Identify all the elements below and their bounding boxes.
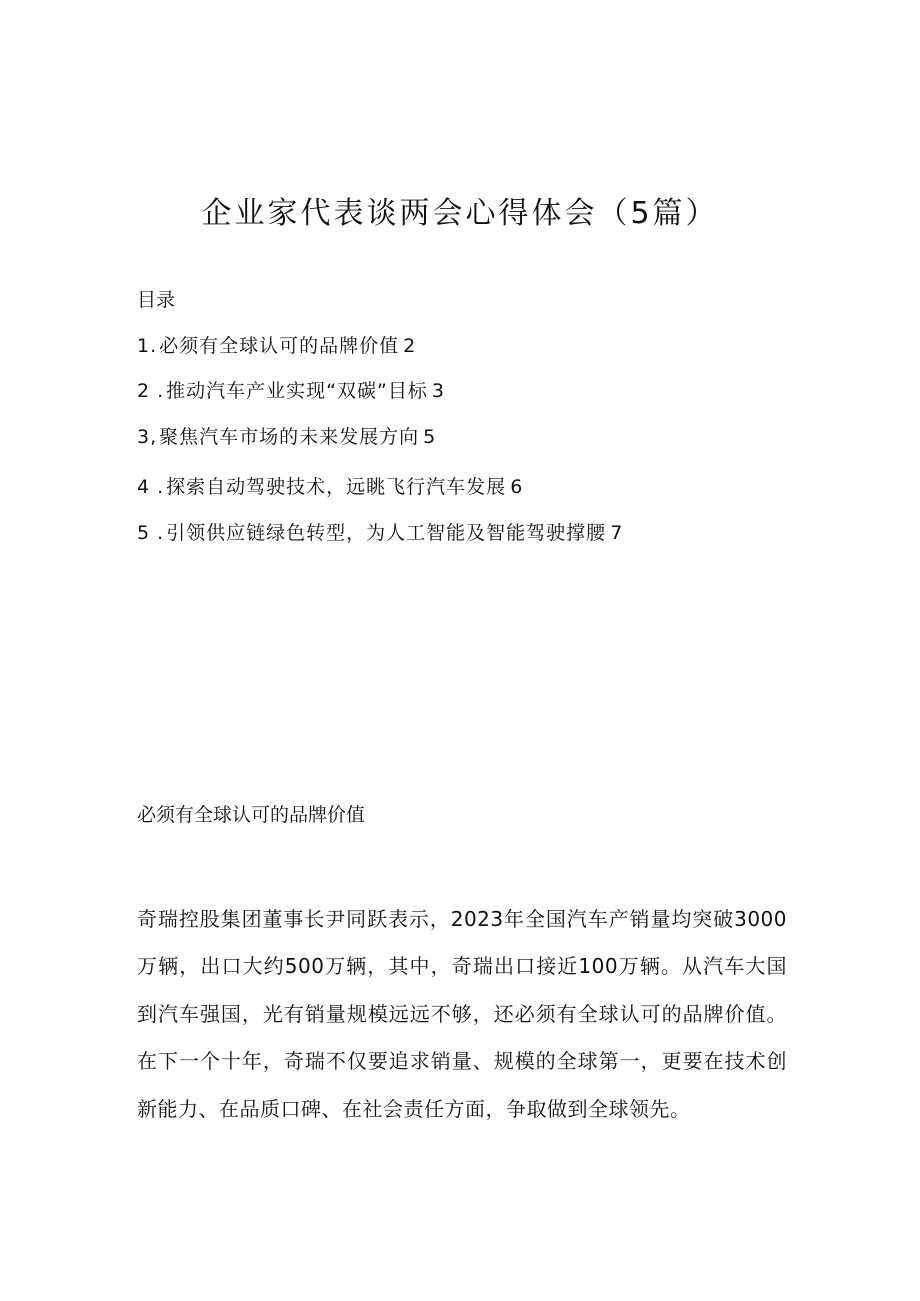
toc-item-number: 3, (137, 426, 158, 448)
toc-item-page: 2 (403, 335, 417, 357)
toc-item-number: 1. (137, 335, 158, 357)
toc-item[interactable] (137, 472, 523, 502)
toc-item-page: 6 (510, 476, 524, 498)
toc-item-page: 5 (423, 426, 437, 448)
toc-item-text: 必须有全球认可的品牌价值 (159, 335, 400, 357)
toc-heading: 目录 (137, 289, 176, 311)
toc-item-number: 2 . (137, 380, 165, 402)
toc-item[interactable] (137, 422, 436, 452)
toc-item[interactable] (137, 518, 623, 548)
toc-item-page: 3 (431, 380, 445, 402)
body-paragraph: 奇瑞控股集团董事长尹同跃表示，2023年全国汽车产销量均突破3000万辆，出口大约500万辆，其中，奇瑞出口接近100万辆。从汽车大国到汽车强国，光有销量规模远远不够，还必须有全球认可的品牌价值。在下一个十年，奇瑞不仅要追求销量、规模的全球第一，更要在技术创新能力、在品质口碑、在社会责任方面，争取做到全球领先。 (137, 907, 787, 1121)
toc-item-text: 推动汽车产业实现“双碳”目标 (166, 380, 428, 402)
document-title: 企业家代表谈两会心得体会（5篇） (201, 196, 719, 231)
toc-item-text: 探索自动驾驶技术，远眺飞行汽车发展 (166, 476, 507, 498)
toc-item[interactable] (137, 376, 445, 406)
section-heading: 必须有全球认可的品牌价值 (137, 804, 366, 826)
toc-item-number: 4 . (137, 476, 165, 498)
toc-item-number: 5 . (137, 522, 165, 544)
toc-item[interactable] (137, 331, 416, 361)
toc-item-text: 聚焦汽车市场的未来发展方向 (159, 426, 420, 448)
toc-item-page: 7 (610, 522, 624, 544)
toc-item-text: 引领供应链绿色转型，为人工智能及智能驾驶撑腰 (166, 522, 607, 544)
